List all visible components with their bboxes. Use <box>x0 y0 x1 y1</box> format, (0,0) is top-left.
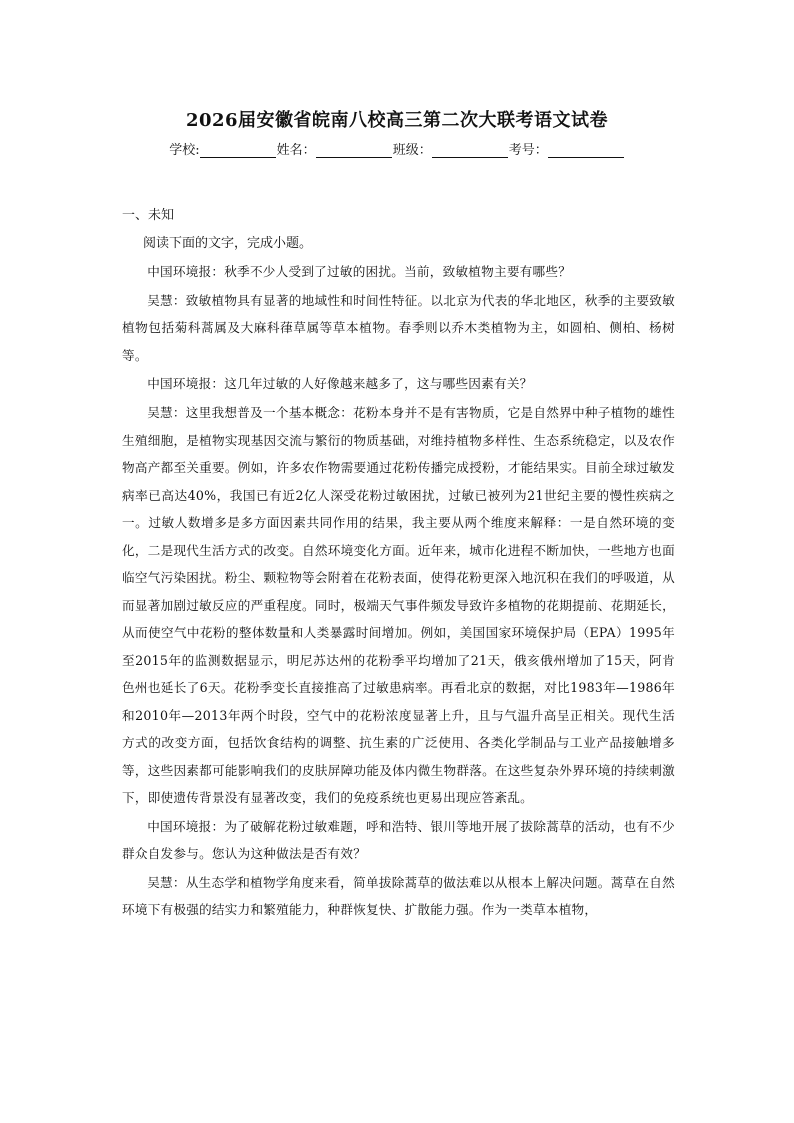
exam-number-label: 考号： <box>508 143 548 158</box>
class-label: 班级： <box>392 143 432 158</box>
exam-title: 2026届安徽省皖南八校高三第二次大联考语文试卷 <box>185 110 609 131</box>
section-heading: 一、未知 <box>122 208 175 223</box>
interview-text <box>122 258 675 925</box>
paragraph: 中国环境报：这几年过敏的人好像越来越多了，这与哪些因素有关？ <box>147 376 533 392</box>
name-label: 姓名： <box>276 143 316 158</box>
student-info-line <box>0 139 794 158</box>
school-label: 学校: <box>169 143 200 158</box>
class-blank[interactable] <box>432 144 508 158</box>
name-blank[interactable] <box>316 144 392 158</box>
exam-number-blank[interactable] <box>548 144 624 158</box>
paragraph: 中国环境报：秋季不少人受到了过敏的困扰。当前，致敏植物主要有哪些？ <box>147 264 572 279</box>
reading-instruction: 阅读下面的文字，完成小题。 <box>143 236 313 251</box>
school-blank[interactable] <box>200 144 276 158</box>
paragraph: 吴慧：致敏植物具有显著的地域性和时间性特征。以北京为代表的华北地区，秋季的主要致敏植物包括菊科蒿属及大麻科葎草属等草本植物。春季则以乔木类植物为主，如圆柏、侧柏、杨树等。 <box>122 292 675 363</box>
paragraph: 吴慧：从生态学和植物学角度来看，简单拔除蒿草的做法难以从根本上解决问题。蒿草在自然环境下有极强的结实力和繁殖能力，种群恢复快、扩散能力强。作为一类草本植物， <box>122 874 675 918</box>
paragraph: 中国环境报：为了破解花粉过敏难题，呼和浩特、银川等地开展了拔除蒿草的活动，也有不少群众自发参与。您认为这种做法是否有效？ <box>122 818 675 862</box>
paragraph: 吴慧：这里我想普及一个基本概念：花粉本身并不是有害物质，它是自然界中种子植物的雄性生殖细胞，是植物实现基因交流与繁衍的物质基础，对维持植物多样性、生态系统稳定，以及农作物高产都至关重要。例如，许多农作物需要通过花粉传播完成授粉，才能结果实。目前全球过敏发病率已高达40%，我国已有近2亿人深受花粉过敏困扰，过敏已被列为21世纪主要的慢性疾病之一。过敏人数增多是多方面因素共同作用的结果，我主要从两个维度来解释：一是自然环境的变化，二是现代生活方式的改变。自然环境变化方面。近年来，城市化进程不断加快，一些地方也面临空气污染困扰。粉尘、颗粒物等会附着在花粉表面，使得花粉更深入地沉积在我们的呼吸道，从而显著加剧过敏反应的严重程度。同时，极端天气事件频发导致许多植物的花期提前、花期延长，从而使空气中花粉的整体数量和人类暴露时间增加。例如，美国国家环境保护局（EPA）1995年至2015年的监测数据显示，明尼苏达州的花粉季平均增加了21天，俄亥俄州增加了15天，阿肯色州也延长了6天。花粉季变长直接推高了过敏患病率。再看北京的数据，对比1983年—1986年和2010年—2013年两个时段，空气中的花粉浓度显著上升，且与气温升高呈正相关。现代生活方式的改变方面，包括饮食结构的调整、抗生素的广泛使用、各类化学制品与工业产品接触增多等，这些因素都可能影响我们的皮肤屏障功能及体内微生物群落。在这些复杂外界环境的持续刺激下，即使遗传背景没有显著改变，我们的免疫系统也更易出现应答紊乱。 <box>122 405 675 806</box>
